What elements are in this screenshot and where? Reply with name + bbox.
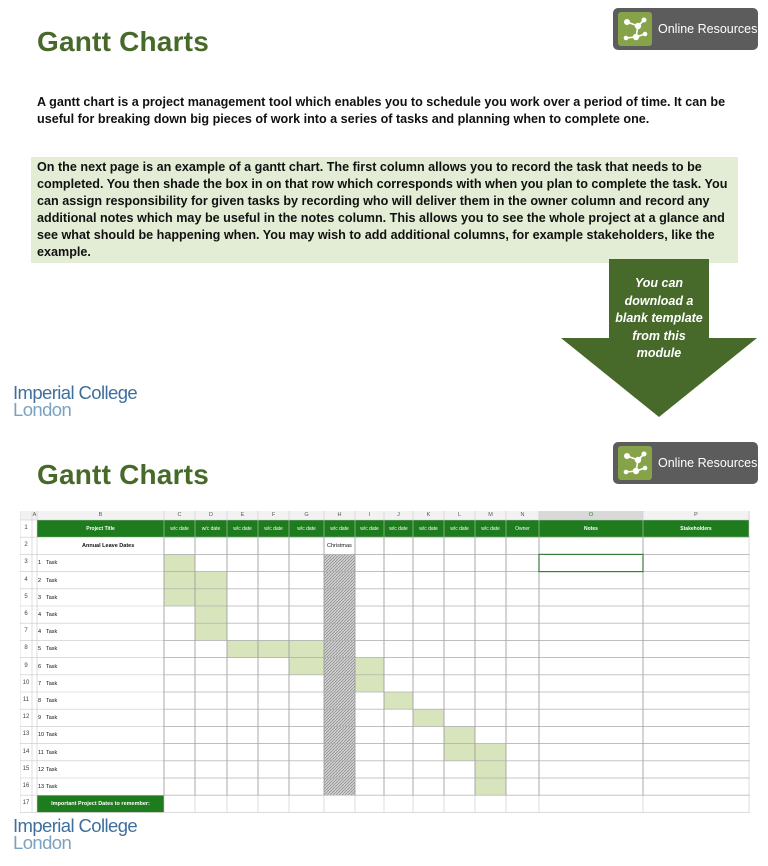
task-label: Task — [46, 680, 58, 687]
task-number: 7 — [38, 680, 42, 687]
task-shade-cell — [289, 640, 324, 657]
task-shade-cell — [195, 623, 227, 640]
logo-line1: Imperial College — [13, 815, 138, 836]
column-letter[interactable]: L — [457, 512, 462, 518]
week-date-header: w/c date — [297, 526, 316, 532]
task-shade-cell — [195, 572, 227, 589]
task-label: Task — [46, 629, 58, 636]
selected-cell — [539, 554, 643, 571]
task-shade-cell — [164, 589, 195, 606]
week-date-header: w/c date — [419, 526, 438, 532]
task-shade-cell — [475, 761, 506, 778]
row-number[interactable]: 6 — [24, 611, 28, 617]
column-letter[interactable]: A — [32, 512, 37, 518]
column-letter[interactable]: P — [694, 512, 698, 518]
task-shade-cell — [475, 778, 506, 795]
task-label: Task — [46, 784, 58, 790]
column-letter[interactable]: E — [240, 512, 245, 518]
column-letter[interactable]: B — [98, 512, 103, 518]
task-number: 12 — [38, 766, 45, 773]
task-label: Task — [46, 646, 58, 653]
task-shade-cell — [355, 675, 384, 692]
week-date-header: w/c date — [201, 526, 221, 532]
online-resources-label: Online Resources — [658, 456, 758, 470]
row-number[interactable]: 10 — [22, 679, 30, 686]
important-dates-label: Important Project Dates to remember: — [51, 801, 150, 808]
week-date-header: w/c date — [450, 526, 469, 532]
christmas-label: Christmas — [327, 543, 352, 550]
notes-header: Notes — [584, 526, 598, 532]
task-number: 3 — [38, 594, 42, 601]
week-date-header: w/c date — [481, 526, 500, 532]
task-label: Task — [46, 560, 58, 567]
row-number[interactable]: 14 — [22, 748, 30, 755]
task-shade-cell — [384, 692, 413, 709]
task-number: 5 — [38, 646, 42, 653]
download-arrow — [561, 259, 757, 417]
row-number[interactable]: 7 — [24, 628, 28, 635]
network-icon — [618, 446, 652, 480]
row-number[interactable]: 1 — [24, 525, 28, 531]
online-resources-button[interactable] — [613, 8, 758, 50]
stakeholders-header: Stakeholders — [680, 526, 712, 532]
row-number[interactable]: 2 — [24, 542, 28, 549]
task-shade-cell — [444, 726, 475, 743]
task-shade-cell — [475, 744, 506, 761]
column-letter[interactable]: M — [488, 512, 493, 518]
owner-header: Owner — [515, 526, 530, 532]
task-label: Task — [46, 749, 58, 756]
page-title-2: Gantt Charts — [37, 459, 209, 490]
task-shade-cell — [444, 744, 475, 761]
week-date-header: w/c date — [264, 526, 283, 532]
task-label: Task — [46, 766, 58, 773]
row-number[interactable]: 9 — [24, 662, 28, 669]
column-letter[interactable]: I — [368, 512, 371, 518]
row-number[interactable]: 13 — [22, 731, 30, 738]
page-title: Gantt Charts — [37, 26, 209, 57]
task-number: 1 — [38, 560, 42, 567]
task-shade-cell — [355, 658, 384, 675]
task-shade-cell — [164, 554, 195, 571]
week-date-header: w/c date — [170, 526, 189, 532]
column-letter[interactable]: J — [397, 512, 400, 518]
task-shade-cell — [164, 572, 195, 589]
column-letter[interactable]: C — [177, 512, 182, 518]
column-letter[interactable]: N — [520, 512, 525, 518]
task-label: Task — [46, 594, 58, 601]
week-date-header: w/c date — [330, 526, 349, 532]
column-letter[interactable]: D — [209, 512, 213, 518]
task-label: Task — [46, 732, 58, 739]
task-shade-cell — [195, 606, 227, 623]
task-label: Task — [46, 612, 58, 618]
week-date-header: w/c date — [233, 526, 252, 532]
row-number[interactable]: 12 — [22, 714, 30, 721]
column-letter[interactable]: O — [588, 512, 594, 518]
task-number: 10 — [38, 732, 45, 739]
row-number[interactable]: 3 — [24, 559, 28, 566]
row-number[interactable]: 8 — [24, 645, 28, 652]
annual-leave-label: Annual Leave Dates — [82, 543, 135, 550]
column-letter[interactable]: H — [337, 512, 342, 518]
imperial-logo-2 — [13, 817, 137, 851]
logo-line2: London — [13, 832, 72, 853]
task-label: Task — [46, 663, 58, 670]
task-number: 11 — [38, 749, 44, 756]
project-title-header: Project Title — [86, 526, 115, 532]
intro-paragraph: A gantt chart is a project management tool which enables you to schedule you work over a period of time. It can be useful for breaking down big pieces of work into a series of tasks and planning when to complete one. — [37, 95, 726, 126]
column-letter[interactable]: G — [304, 512, 309, 518]
arrow-text: You can download a blank template from this module — [615, 276, 703, 360]
task-label: Task — [46, 715, 58, 722]
gantt-grid — [20, 511, 750, 813]
task-number: 4 — [38, 629, 42, 636]
logo-line1: Imperial College — [13, 382, 138, 403]
column-letter[interactable]: K — [426, 512, 431, 518]
row-number[interactable]: 4 — [24, 576, 28, 583]
row-number[interactable]: 16 — [22, 783, 30, 789]
row-number[interactable]: 15 — [22, 765, 30, 772]
task-number: 9 — [38, 715, 42, 722]
column-letter[interactable]: F — [271, 512, 276, 518]
task-shade-cell — [258, 640, 289, 657]
task-shade-cell — [289, 658, 324, 675]
task-label: Task — [46, 577, 58, 584]
task-number: 4 — [38, 612, 42, 618]
task-number: 6 — [38, 663, 42, 670]
imperial-logo — [13, 384, 137, 418]
online-resources-button-2[interactable] — [613, 442, 758, 484]
task-shade-cell — [195, 589, 227, 606]
task-shade-cell — [413, 709, 444, 726]
row-number[interactable]: 17 — [22, 800, 30, 807]
highlight-paragraph: On the next page is an example of a gantt chart. The first column allows you to record the task that needs to be completed. You then shade the box in on that row which corresponds with when you plan to complete the task. You can assign responsibility for given tasks by recording who will deliver them in the owner column and record any additional notes which may be useful in the notes column. This allows you to see the whole project at a glance and see what should be happening when. You may wish to add additional columns, for example stakeholders, like the example. — [31, 157, 738, 263]
task-label: Task — [46, 698, 58, 704]
network-icon — [618, 12, 652, 46]
online-resources-label: Online Resources — [658, 22, 758, 36]
task-number: 13 — [38, 784, 45, 790]
task-number: 8 — [38, 698, 42, 704]
week-date-header: w/c date — [360, 526, 379, 532]
week-date-header: w/c date — [389, 526, 408, 532]
row-number[interactable]: 11 — [22, 697, 30, 703]
task-number: 2 — [38, 577, 42, 584]
task-shade-cell — [227, 640, 258, 657]
logo-line2: London — [13, 399, 72, 420]
row-number[interactable]: 5 — [24, 593, 28, 600]
